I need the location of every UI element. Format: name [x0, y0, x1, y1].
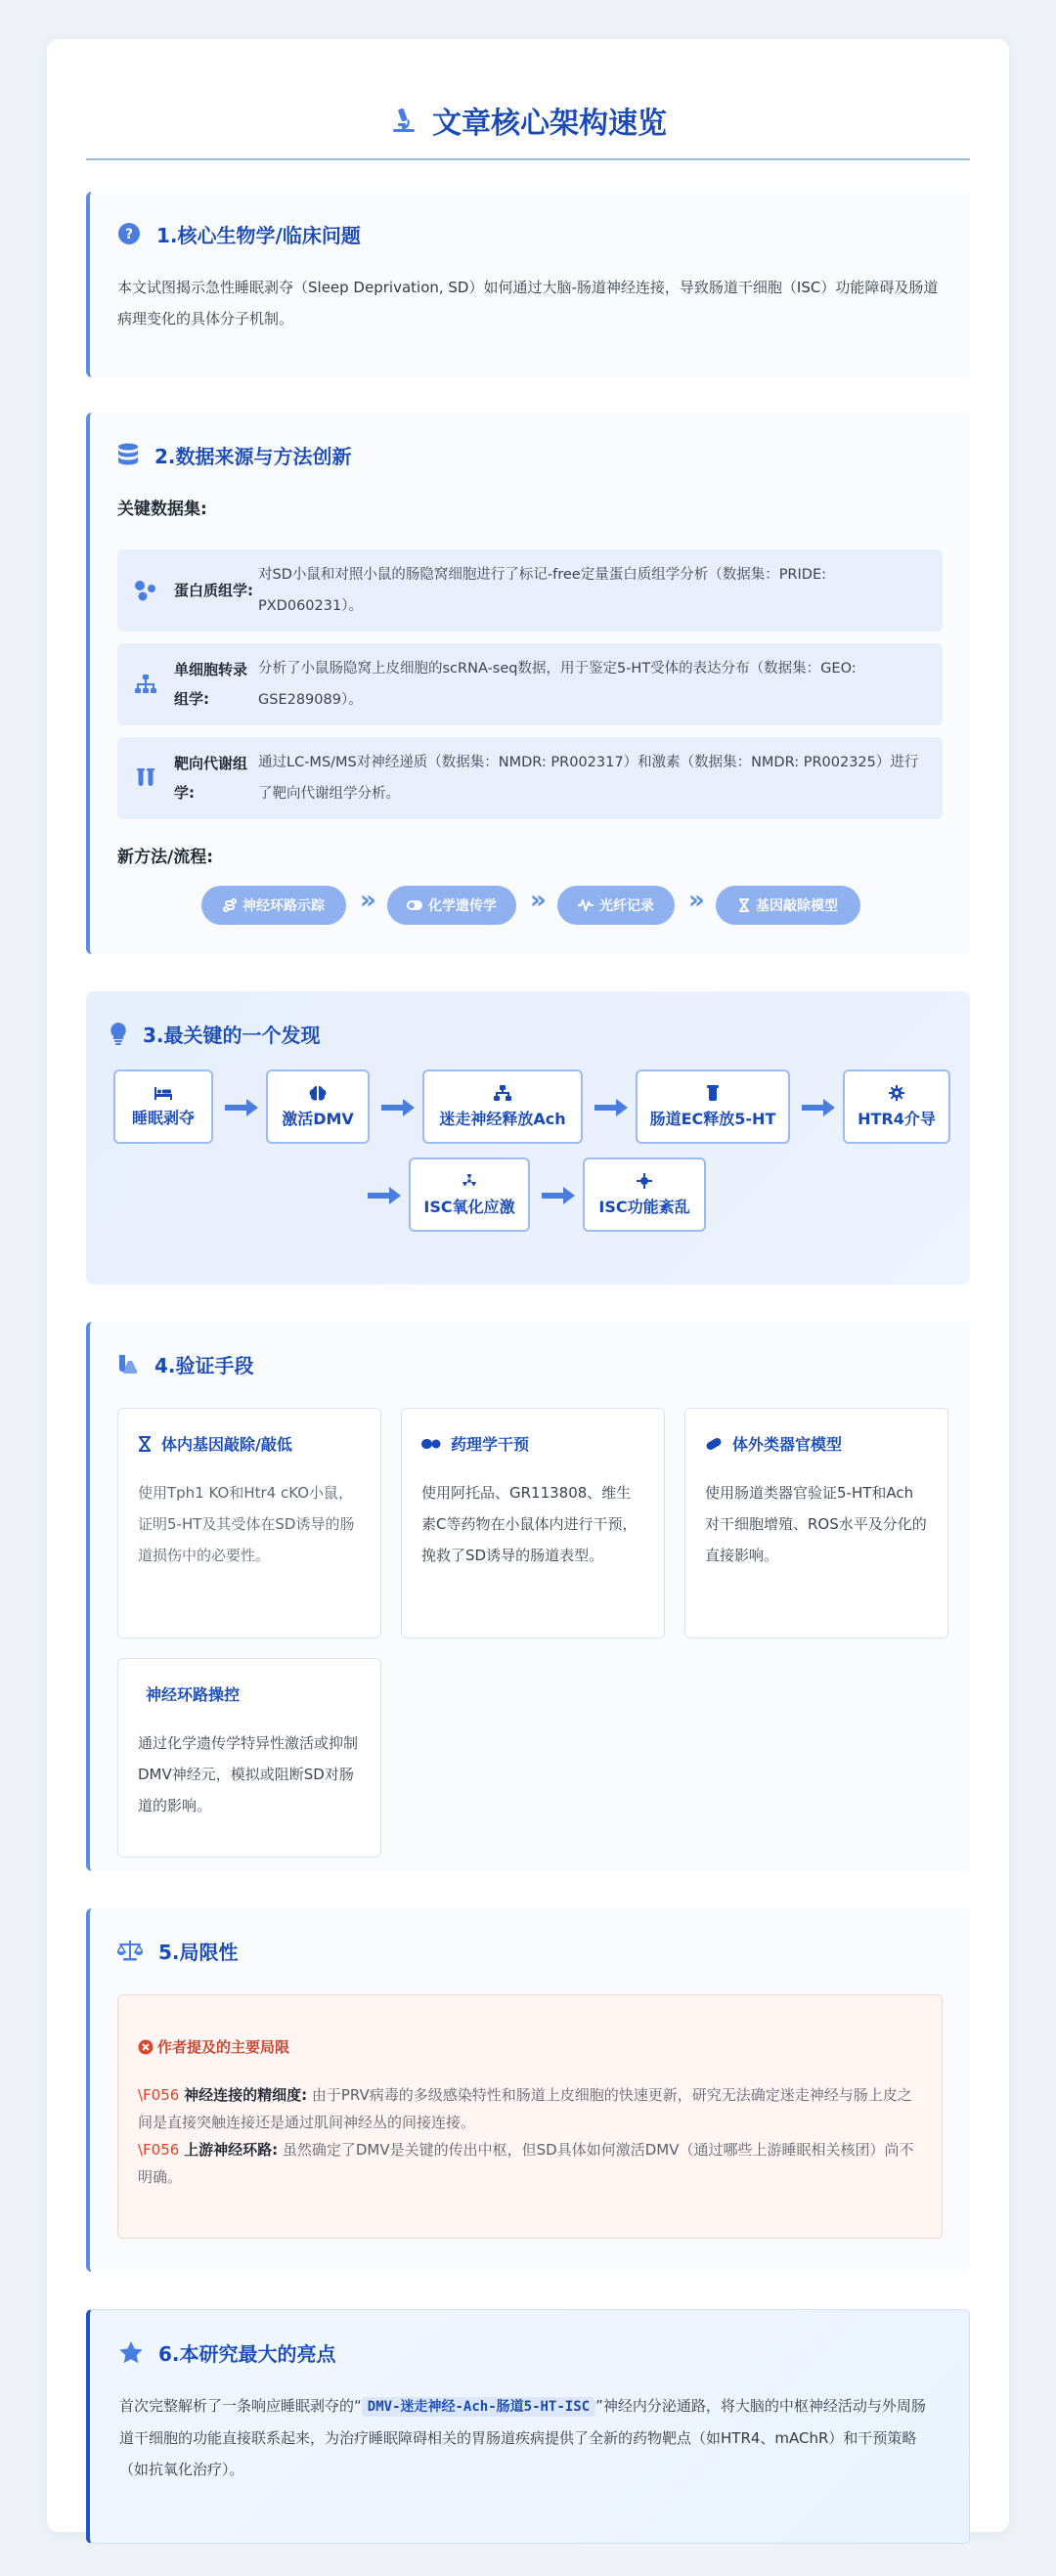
- network-icon: [494, 1085, 511, 1101]
- flow-step-htr4: HTR4介导: [843, 1070, 950, 1144]
- radiation-icon: [462, 1173, 477, 1189]
- section-heading: [110, 1017, 321, 1050]
- bed-icon: [154, 1086, 172, 1100]
- page-title-text: 文章核心架构速览: [432, 107, 667, 141]
- virus-icon: [637, 1173, 652, 1189]
- vials-icon: [117, 1353, 139, 1375]
- dataset-desc: 分析了小鼠肠隐窝上皮细胞的scRNA-seq数据，用于鉴定5-HT受体的表达分布（数据集：GEO: GSE289089）。: [258, 661, 857, 708]
- dataset-row-proteomics: [117, 549, 943, 632]
- section-heading-text: 3.最关键的一个发现: [143, 1023, 321, 1047]
- database-icon: [117, 443, 139, 466]
- section-limitations: [86, 1908, 970, 2272]
- toggle-icon: [407, 899, 422, 911]
- limitations-box: [117, 1994, 943, 2239]
- hourglass-icon: [738, 898, 750, 912]
- star-icon: [119, 2341, 143, 2364]
- method-pill-chemogenetics: 化学遗传学: [387, 886, 516, 925]
- method-pill-knockout: 基因敲除模型: [716, 886, 860, 925]
- section-core-question: [86, 192, 970, 377]
- arrow-right-icon: [542, 1187, 575, 1204]
- overview-card: [47, 39, 1009, 2532]
- validation-card-organoid: 体外类器官模型 使用肠道类器官验证5-HT和Ach对干细胞增殖、ROS水平及分化的直接影响。: [684, 1408, 948, 1638]
- wave-icon: [578, 899, 594, 911]
- svg-text:?: ?: [124, 227, 134, 242]
- section-highlight: [86, 2309, 970, 2544]
- microscope-icon: [389, 106, 418, 135]
- section-heading-text: 2.数据来源与方法创新: [154, 444, 352, 468]
- validation-card-gene-knockout: 体内基因敲除/敲低 使用Tph1 KO和Htr4 cKO小鼠，证明5-HT及其受体在SD诱导的肠道损伤中的必要性。: [117, 1408, 381, 1638]
- chevrons-right-icon: »: [360, 886, 376, 915]
- arrow-right-icon: [381, 1099, 415, 1116]
- core-question-text: 本文试图揭示急性睡眠剥夺（Sleep Deprivation, SD）如何通过大脑-肠道神经连接，导致肠道干细胞（ISC）功能障碍及肠道病理变化的具体分子机制。: [117, 279, 939, 327]
- molecule-icon: [134, 580, 157, 601]
- hourglass-icon: [138, 1436, 152, 1452]
- arrow-right-icon: [802, 1099, 835, 1116]
- dataset-row-metabolomics: [117, 737, 943, 819]
- limitations-title: 作者提及的主要局限: [157, 2038, 290, 2056]
- title-divider: [86, 158, 970, 160]
- section-data-methods: [86, 413, 970, 954]
- flow-step-isc-oxidative-stress: ISC氧化应激: [409, 1157, 530, 1232]
- dataset-row-scrnaseq: [117, 643, 943, 725]
- chevrons-right-icon: »: [530, 886, 547, 915]
- datasets-label: 关键数据集:: [117, 500, 207, 519]
- section-heading: [117, 1347, 254, 1380]
- section-validation: [86, 1322, 970, 1871]
- method-pill-circuit-tracing: 神经环路示踪: [201, 886, 346, 925]
- section-heading-text: 4.验证手段: [154, 1353, 254, 1377]
- section-heading-text: 5.局限性: [158, 1940, 239, 1964]
- chevrons-right-icon: »: [688, 886, 705, 915]
- lightbulb-icon: [110, 1022, 127, 1045]
- times-circle-icon: [138, 2039, 154, 2055]
- brain-icon: [309, 1085, 327, 1101]
- pathway-highlight: DMV-迷走神经-Ach-肠道5-HT-ISC: [362, 2397, 595, 2417]
- flow-step-sleep-deprivation: 睡眠剥夺: [113, 1070, 213, 1144]
- page-title: [86, 92, 970, 149]
- pills-icon: [421, 1436, 441, 1452]
- section-heading: [117, 1934, 239, 1967]
- question-circle-icon: [117, 222, 141, 245]
- flow-step-ec-5ht: 肠道EC释放5-HT: [636, 1070, 790, 1144]
- section-heading: [119, 2336, 336, 2369]
- dataset-name: 单细胞转录组学:: [174, 661, 248, 708]
- bandage-icon: [705, 1436, 723, 1452]
- arrow-right-icon: [368, 1187, 401, 1204]
- arrow-right-icon: [594, 1099, 628, 1116]
- dataset-desc: 通过LC-MS/MS对神经递质（数据集：NMDR: PR002317）和激素（数据集：NMDR: PR002325）进行了靶向代谢组学分析。: [258, 755, 919, 802]
- section-heading-text: 6.本研究最大的亮点: [158, 2341, 336, 2366]
- methods-label: 新方法/流程:: [117, 848, 214, 867]
- section-heading: [117, 217, 361, 250]
- section-key-finding: [86, 991, 970, 1285]
- test-tubes-icon: [135, 767, 156, 789]
- gear-icon: [889, 1085, 904, 1101]
- validation-card-circuit: 神经环路操控 通过化学遗传学特异性激活或抑制DMV神经元，模拟或阻断SD对肠道的影响。: [117, 1658, 381, 1857]
- dataset-name: 靶向代谢组学:: [174, 755, 248, 802]
- flow-step-activate-dmv: 激活DMV: [266, 1070, 370, 1144]
- route-icon: [223, 898, 237, 912]
- method-pill-fiber-photometry: 光纤记录: [557, 886, 675, 925]
- highlight-text: 首次完整解析了一条响应睡眠剥夺的“ DMV-迷走神经-Ach-肠道5-HT-ISC ”神经内分泌通路，将大脑的中枢神经活动与外周肠道干细胞的功能直接联系起来，为治疗睡眠障碍相关的胃肠道疾病提供了全新的药物靶点（如HTR4、mAChR）和干预策略（如抗氧化治疗）。: [119, 2397, 926, 2478]
- validation-card-pharmacology: 药理学干预 使用阿托品、GR113808、维生素C等药物在小鼠体内进行干预，挽救了SD诱导的肠道表型。: [401, 1408, 665, 1638]
- balance-scale-icon: [117, 1940, 143, 1961]
- dataset-name: 蛋白质组学:: [174, 582, 253, 599]
- flow-step-isc-dysfunction: ISC功能紊乱: [583, 1157, 706, 1232]
- dataset-desc: 对SD小鼠和对照小鼠的肠隐窝细胞进行了标记-free定量蛋白质组学分析（数据集：PRIDE: PXD060231）。: [258, 567, 826, 614]
- limitation-item: \F056 上游神经环路: 虽然确定了DMV是关键的传出中枢，但SD具体如何激活DMV（通过哪些上游睡眠相关核团）尚不明确。: [138, 2141, 914, 2186]
- flask-icon: [707, 1085, 719, 1101]
- limitation-item: \F056 神经连接的精细度: 由于PRV病毒的多级感染特性和肠道上皮细胞的快速更新，研究无法确定迷走神经与肠上皮之间是直接突触连接还是通过肌间神经丛的间接连接。: [138, 2086, 912, 2131]
- arrow-right-icon: [225, 1099, 258, 1116]
- section-heading: [117, 438, 352, 471]
- sitemap-icon: [134, 674, 157, 695]
- flow-step-vagus-ach: 迷走神经释放Ach: [422, 1070, 583, 1144]
- section-heading-text: 1.核心生物学/临床问题: [156, 223, 361, 247]
